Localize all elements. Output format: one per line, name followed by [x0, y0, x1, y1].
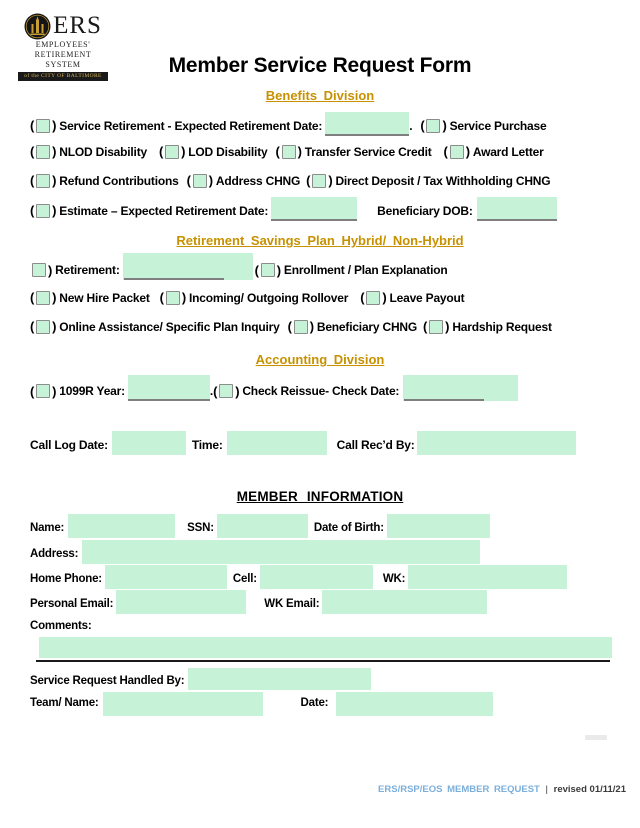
home-phone-field[interactable]: [105, 565, 227, 589]
beneficiary-dob-field[interactable]: [477, 197, 557, 221]
checkbox-box: [166, 291, 180, 305]
paren-close: ): [328, 173, 333, 188]
paren-close: ): [52, 203, 57, 218]
wk-email-label: WK Email:: [264, 597, 320, 610]
paren-open: (: [30, 319, 35, 334]
call-recd-by-label: Call Rec’d By:: [336, 437, 415, 452]
paren-open: (: [287, 319, 292, 334]
checkbox-box: [429, 320, 443, 334]
transfer-service-credit-checkbox[interactable]: [275, 144, 301, 159]
benefits-line-1: [30, 115, 546, 136]
paren-open: (: [159, 290, 164, 305]
call-log-date-label: Call Log Date:: [30, 437, 108, 452]
direct-deposit-checkbox[interactable]: [306, 173, 332, 188]
estimate-checkbox[interactable]: [30, 203, 56, 218]
award-letter-label: Award Letter: [472, 144, 544, 159]
checkbox-box: [426, 119, 440, 133]
personal-email-field[interactable]: [116, 590, 246, 614]
dob-field[interactable]: [387, 514, 490, 538]
wk-email-field[interactable]: [322, 590, 487, 614]
period: .: [209, 384, 214, 398]
rollover-checkbox[interactable]: [160, 290, 186, 305]
paren-open: (: [30, 290, 35, 305]
enrollment-label: Enrollment / Plan Explanation: [283, 263, 448, 277]
paren-open: (: [213, 383, 218, 399]
wk-phone-field[interactable]: [408, 565, 567, 589]
team-name-field[interactable]: [103, 692, 263, 716]
beneficiary-chng-checkbox[interactable]: [288, 319, 314, 334]
service-retirement-checkbox[interactable]: [30, 118, 56, 133]
address-field[interactable]: [82, 540, 480, 564]
checkbox-box: [36, 174, 50, 188]
member-information-heading: MEMBER INFORMATION: [236, 489, 404, 504]
paren-open: (: [254, 262, 259, 278]
paren-open: (: [158, 144, 164, 159]
checkbox-box: [165, 145, 179, 159]
paren-close: ): [465, 144, 470, 159]
paren-open: (: [275, 144, 280, 159]
paren-open: (: [423, 319, 428, 334]
nlod-disability-checkbox[interactable]: [30, 144, 56, 159]
faint-print-artifact: [585, 735, 607, 740]
paren-close: ): [52, 290, 57, 305]
underline: [124, 278, 224, 280]
checkbox-box: [36, 320, 50, 334]
check-reissue-label: Check Reissue- Check Date:: [242, 384, 400, 398]
paren-open: (: [30, 118, 35, 133]
benefits-line-3: [30, 173, 550, 188]
address-chng-label: Address CHNG: [215, 173, 301, 188]
accounting-division-heading: Accounting Division: [255, 352, 385, 367]
checkbox-box: [193, 174, 207, 188]
team-name-row: [30, 690, 493, 716]
paren-close: ): [276, 262, 281, 278]
logo-banner: of the CITY OF BALTIMORE: [18, 72, 108, 81]
1099r-checkbox[interactable]: [30, 384, 56, 399]
comments-label: Comments:: [30, 620, 92, 632]
beneficiary-dob-label: Beneficiary DOB:: [377, 203, 473, 218]
call-log-row: [30, 434, 576, 455]
checkbox-box: [450, 145, 464, 159]
paren-close: ): [181, 290, 186, 305]
member-address-row: [30, 543, 480, 564]
paren-close: ): [309, 319, 314, 334]
direct-deposit-label: Direct Deposit / Tax Withholding CHNG: [335, 173, 551, 188]
handled-by-field[interactable]: [188, 668, 371, 690]
paren-close: ): [208, 173, 213, 188]
paren-close: ): [52, 118, 57, 133]
accounting-line-1: [30, 381, 518, 401]
service-retirement-label: Service Retirement - Expected Retirement Date:: [59, 118, 323, 133]
paren-close: ): [52, 383, 57, 399]
paren-close: ): [52, 319, 57, 334]
checkbox-box: [312, 174, 326, 188]
checkbox-box: [366, 291, 380, 305]
rsp-heading: Retirement Savings Plan Hybrid/ Non-Hybrid: [176, 233, 464, 248]
member-phone-row: [30, 568, 567, 589]
paren-open: (: [186, 173, 191, 188]
paren-open: (: [30, 203, 35, 218]
ssn-field[interactable]: [217, 514, 308, 538]
lod-disability-checkbox[interactable]: [159, 144, 185, 159]
paren-close: ): [52, 173, 57, 188]
call-time-field[interactable]: [227, 431, 327, 455]
refund-contributions-checkbox[interactable]: [30, 173, 56, 188]
checkbox-box: [36, 145, 50, 159]
rsp-line-3: [30, 319, 552, 334]
paren-close: ): [445, 319, 450, 334]
checkbox-box: [36, 119, 50, 133]
paren-close: ): [442, 118, 447, 133]
paren-open: (: [306, 173, 311, 188]
rsp-line-1: [30, 260, 447, 280]
check-date-field[interactable]: [403, 375, 518, 401]
enrollment-checkbox[interactable]: [255, 263, 281, 278]
new-hire-packet-label: New Hire Packet: [59, 290, 150, 305]
leave-payout-checkbox[interactable]: [360, 290, 386, 305]
name-field[interactable]: [68, 514, 175, 538]
checkbox-box: [32, 263, 46, 277]
online-assistance-label: Online Assistance/ Specific Plan Inquiry: [59, 319, 280, 334]
paren-open: (: [30, 173, 35, 188]
expected-retirement-date-field[interactable]: [325, 112, 409, 136]
rollover-label: Incoming/ Outgoing Rollover: [188, 290, 349, 305]
checkbox-box: [282, 145, 296, 159]
period: .: [409, 118, 413, 133]
service-purchase-label: Service Purchase: [449, 118, 547, 133]
comments-label-row: [30, 620, 91, 632]
ssn-label: SSN:: [187, 521, 214, 534]
ers-emblem-icon: [24, 13, 51, 40]
footer: [378, 784, 626, 795]
footer-separator: |: [545, 784, 548, 795]
call-recd-by-field[interactable]: [417, 431, 576, 455]
hardship-request-label: Hardship Request: [452, 319, 552, 334]
logo-line-1: EMPLOYEES': [35, 40, 91, 49]
benefits-line-2: [30, 144, 544, 159]
personal-email-label: Personal Email:: [30, 597, 114, 610]
refund-contributions-label: Refund Contributions: [59, 173, 179, 188]
checkbox-box: [36, 384, 50, 398]
leave-payout-label: Leave Payout: [389, 290, 465, 305]
1099r-year-label: 1099R Year:: [59, 384, 125, 398]
paren-open: (: [420, 118, 425, 133]
nlod-disability-label: NLOD Disability: [59, 144, 147, 159]
estimate-retirement-date-field[interactable]: [271, 197, 357, 221]
address-label: Address:: [30, 547, 79, 560]
lod-disability-label: LOD Disability: [188, 144, 268, 159]
member-name-row: [30, 517, 490, 538]
paren-open: (: [360, 290, 365, 305]
beneficiary-chng-label: Beneficiary CHNG: [316, 319, 418, 334]
transfer-service-credit-label: Transfer Service Credit: [304, 144, 432, 159]
team-name-label: Team/ Name:: [30, 697, 99, 709]
paren-open: (: [443, 144, 448, 159]
wk-label: WK:: [382, 572, 406, 585]
checkbox-box: [36, 204, 50, 218]
hardship-request-checkbox[interactable]: [423, 319, 449, 334]
call-time-label: Time:: [191, 437, 223, 452]
online-assistance-checkbox[interactable]: [30, 319, 56, 334]
cell-label: Cell:: [232, 572, 257, 585]
estimate-label: Estimate – Expected Retirement Date:: [59, 203, 269, 218]
dob-label: Date of Birth:: [313, 521, 384, 534]
page-title: Member Service Request Form: [168, 54, 472, 77]
checkbox-box: [261, 263, 275, 277]
paren-close: ): [235, 383, 240, 399]
staff-date-label: Date:: [300, 697, 329, 709]
member-email-row: [30, 593, 487, 614]
1099r-year-field[interactable]: [128, 375, 210, 401]
footer-revised: revised 01/11/21: [553, 784, 626, 795]
name-label: Name:: [30, 521, 65, 534]
benefits-line-4: [30, 200, 557, 221]
benefits-division-heading: Benefits Division: [265, 88, 375, 103]
staff-date-field[interactable]: [336, 692, 493, 716]
service-purchase-checkbox[interactable]: [420, 118, 446, 133]
section-divider: [36, 660, 610, 662]
footer-doc-code: ERS/RSP/EOS MEMBER REQUEST: [378, 784, 540, 795]
home-phone-label: Home Phone:: [30, 572, 102, 585]
comments-field[interactable]: [39, 637, 612, 658]
handled-by-label: Service Request Handled By:: [30, 674, 185, 687]
logo-line-3: SYSTEM: [45, 60, 81, 69]
paren-open: (: [30, 144, 35, 159]
rsp-retirement-checkbox[interactable]: [30, 263, 52, 278]
checkbox-box: [219, 384, 233, 398]
underline: [404, 399, 484, 401]
handled-by-row: [30, 671, 371, 690]
award-letter-checkbox[interactable]: [444, 144, 470, 159]
paren-close: ): [382, 290, 387, 305]
rsp-retirement-date-field[interactable]: [123, 253, 253, 280]
rsp-retirement-label: Retirement:: [55, 263, 120, 277]
cell-field[interactable]: [260, 565, 373, 589]
paren-close: ): [48, 262, 53, 278]
paren-close: ): [52, 144, 57, 159]
address-chng-checkbox[interactable]: [187, 173, 213, 188]
rsp-line-2: [30, 290, 464, 305]
checkbox-box: [36, 291, 50, 305]
logo-acronym: ERS: [53, 12, 102, 39]
paren-close: ): [297, 144, 302, 159]
new-hire-packet-checkbox[interactable]: [30, 290, 56, 305]
check-reissue-checkbox[interactable]: [213, 384, 239, 399]
paren-close: ): [181, 144, 186, 159]
paren-open: (: [30, 383, 35, 399]
checkbox-box: [294, 320, 308, 334]
logo-line-2: RETIREMENT: [34, 50, 92, 59]
call-log-date-field[interactable]: [112, 431, 186, 455]
